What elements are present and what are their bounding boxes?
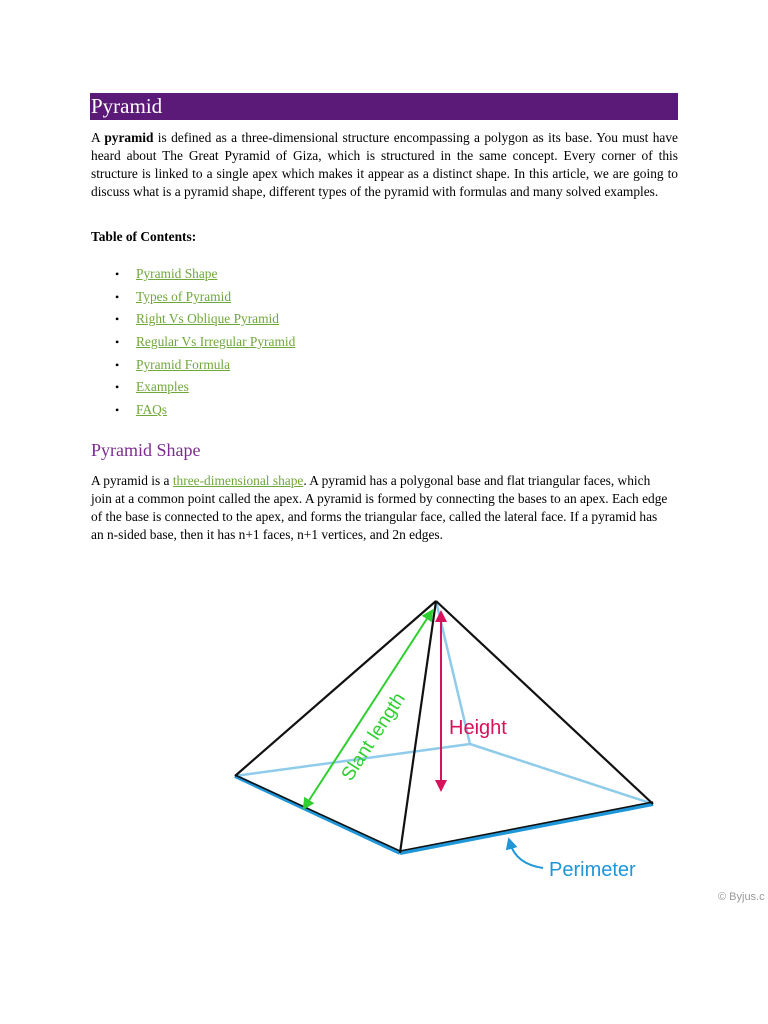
para-prefix: A pyramid is a [91, 473, 173, 488]
bullet-icon: • [115, 380, 120, 395]
bullet-icon: • [115, 289, 120, 304]
toc-link-regular-vs-irregular[interactable]: Regular Vs Irregular Pyramid [136, 334, 296, 350]
pyramid-diagram [220, 585, 768, 905]
bullet-icon: • [115, 403, 120, 418]
bullet-icon: • [115, 312, 120, 327]
toc-link-faqs[interactable]: FAQs [136, 402, 168, 418]
height-label: Height [449, 717, 507, 739]
toc-link-pyramid-shape[interactable]: Pyramid Shape [136, 266, 218, 281]
intro-text: is defined as a three-dimensional structure encompassing a polygon as its base. You must have heard about The Great Pyramid of Giza, which is structured in the same concept. Every corner of this structure is linked to a single apex which makes it appear as a distinct shape. In this article, we are going to discuss what is a pyramid shape, different types of the pyramid with formulas and many solved examples. [91, 130, 678, 199]
list-item [91, 265, 295, 288]
toc-link-pyramid-formula[interactable]: Pyramid Formula [136, 356, 231, 372]
toc-heading: Table of Contents: [91, 229, 197, 244]
intro-bold-term: pyramid [104, 130, 154, 145]
toc-link-types-of-pyramid[interactable]: Types of Pyramid [136, 288, 232, 304]
list-item [91, 288, 295, 311]
bullet-icon: • [115, 335, 120, 350]
intro-prefix: A [91, 130, 105, 145]
list-item [91, 356, 295, 379]
list-item [91, 333, 295, 356]
list-item [91, 310, 295, 333]
hidden-edge-back-right [470, 744, 653, 804]
bullet-icon: • [115, 267, 120, 281]
toc-link-right-vs-oblique[interactable]: Right Vs Oblique Pyramid [136, 311, 279, 327]
toc-list [91, 265, 295, 424]
edge-apex-front [400, 601, 436, 853]
perimeter-label: Perimeter [549, 859, 636, 881]
bullet-icon: • [115, 357, 120, 372]
edge-base-front-right [400, 802, 653, 851]
perimeter-pointer-arrow [510, 843, 543, 868]
section-heading: Pyramid Shape [91, 440, 201, 460]
para-rest: . A pyramid has a polygonal base and flat triangular faces, which join at a common point called the apex. A pyramid is formed by connecting the bases to an apex. Each edge of the base is connected to the apex, and forms the triangular face, called the lateral face. If a pyramid has an n-sided base, then it has n+1 faces, n+1 vertices, and 2n edges. [91, 473, 668, 542]
toc-link-examples[interactable]: Examples [136, 379, 189, 395]
list-item [91, 401, 295, 424]
list-item [91, 378, 295, 401]
byjus-watermark: © Byjus.c [718, 891, 765, 903]
edge-apex-right [436, 601, 653, 804]
perimeter-edge-front-right [400, 804, 653, 853]
three-dimensional-shape-link[interactable]: three-dimensional shape [172, 473, 304, 488]
edge-apex-left [235, 601, 436, 776]
pyramid-shape-paragraph [91, 472, 671, 544]
slant-length-label: Slant length [337, 689, 410, 785]
intro-paragraph [91, 129, 678, 201]
page-title: Pyramid [90, 93, 678, 120]
